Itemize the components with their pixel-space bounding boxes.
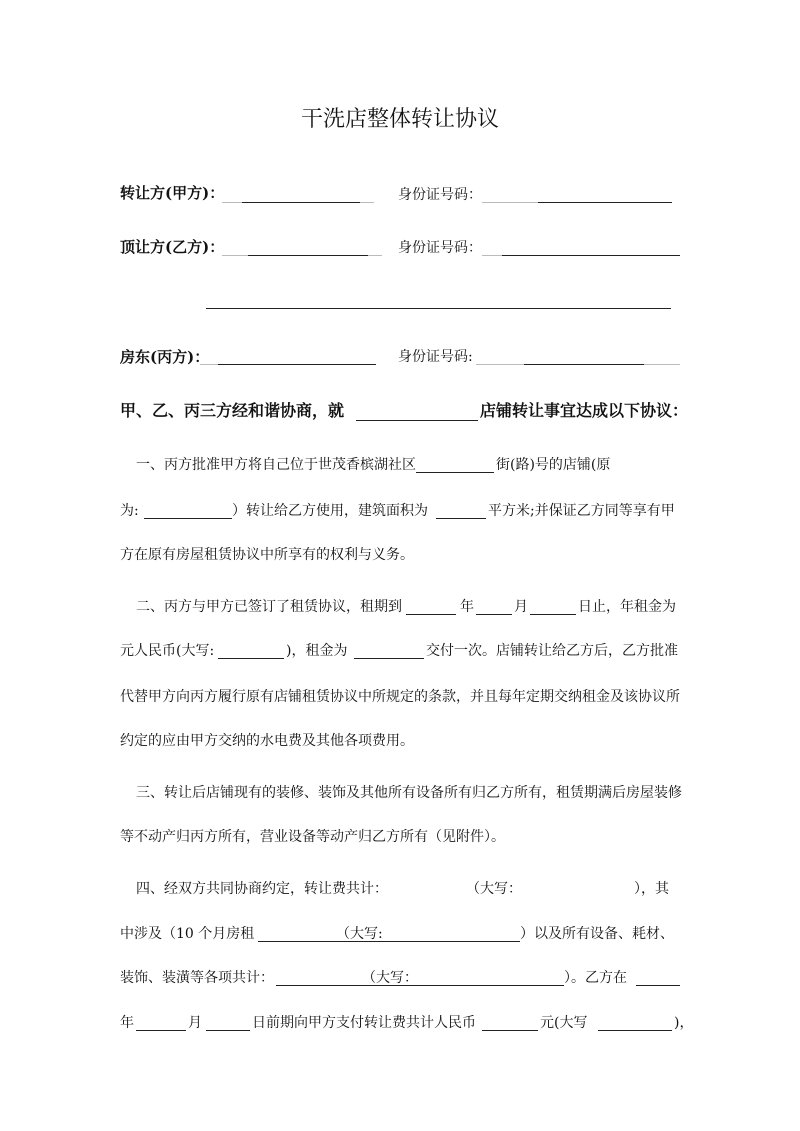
clause4-line4a: 年 [120, 1015, 134, 1031]
clause4-amount-blank[interactable] [482, 1030, 538, 1031]
preamble-part2: 店铺转让事宜达成以下协议： [480, 401, 689, 420]
clause4-line2b: （大写: [336, 926, 383, 942]
transferee-label: 顶让方(乙方)： [120, 238, 225, 256]
clause4-line1c: ），其 [634, 881, 669, 897]
transferor-name-underline [242, 202, 360, 203]
clause2-line2b: )，租金为 [286, 643, 348, 659]
clause4-line4b: 月 [188, 1015, 202, 1031]
clause2-line2a: 元人民币(大写: [120, 643, 215, 659]
clause4-line3b: （大写： [362, 970, 418, 986]
clause4-line2a: 中涉及（10 个月房租 [120, 926, 255, 942]
clause3-line1: 三、转让后店铺现有的装修、装饰及其他所有设备所有归乙方所有，租赁期满后房屋装修 [136, 785, 682, 801]
clause1-line1a: 一、丙方批准甲方将自己位于世茂香槟湖社区 [136, 457, 416, 473]
clause1-line2b: ）转让给乙方使用，建筑面积为 [232, 503, 428, 519]
clause2-payment-blank[interactable] [354, 658, 424, 659]
clause2-month-blank[interactable] [476, 614, 512, 615]
clause2-line1b: 年 [460, 599, 474, 615]
clause4-pay-month-blank[interactable] [136, 1030, 186, 1031]
landlord-id-label: 身份证号码: [398, 349, 473, 365]
clause4-line4e: )， [674, 1015, 694, 1031]
clause4-line4c: 日前期向甲方支付转让费共计人民币 [252, 1015, 476, 1031]
clause4-line4d: 元(大写 [540, 1015, 588, 1031]
clause1-street-blank[interactable] [416, 472, 494, 473]
clause1-line2a: 为: [120, 503, 139, 519]
transferee-id-underline [502, 255, 680, 256]
clause1-original-blank[interactable] [144, 518, 232, 519]
clause2-line1c: 月 [514, 599, 528, 615]
clause4-rent-blank[interactable] [258, 941, 520, 942]
transferee-extra-line[interactable] [206, 308, 671, 309]
clause4-pay-year-blank[interactable] [636, 985, 680, 986]
transferor-label: 转让方(甲方)： [120, 184, 225, 202]
clause4-line1a: 四、经双方共同协商约定，转让费共计： [136, 881, 388, 897]
clause4-amount-words-blank[interactable] [598, 1030, 672, 1031]
preamble-blank[interactable] [356, 420, 478, 421]
clause2-line3: 代替甲方向丙方履行原有店铺租赁协议中所规定的条款，并且每年定期交纳租金及该协议所 [120, 689, 680, 705]
clause4-equipment-blank[interactable] [276, 985, 564, 986]
clause4-line3c: ）。乙方在 [564, 970, 627, 986]
preamble-part1: 甲、乙、丙三方经和谐协商，就 [120, 401, 345, 420]
clause2-line2c: 交付一次。店铺转让给乙方后，乙方批准 [426, 643, 678, 659]
clause4-line1b: （大写： [466, 881, 522, 897]
clause2-line4: 约定的应由甲方交纳的水电费及其他各项费用。 [120, 733, 414, 749]
transferee-id-label: 身份证号码： [398, 240, 482, 256]
transferor-id-underline [538, 202, 672, 203]
clause2-rent-words-blank[interactable] [218, 658, 284, 659]
clause1-line1b: 街(路)号的店铺(原 [496, 457, 611, 473]
clause4-pay-day-blank[interactable] [206, 1030, 250, 1031]
document-title: 干洗店整体转让协议 [300, 107, 499, 132]
landlord-label: 房东(丙方)： [120, 348, 210, 366]
transferee-name-underline [248, 255, 368, 256]
transferor-id-label: 身份证号码： [398, 187, 482, 203]
landlord-name-underline [218, 364, 376, 365]
clause1-line2c: 平方米;并保证乙方同等享有甲 [488, 503, 675, 519]
clause1-line3: 方在原有房屋租赁协议中所享有的权利与义务。 [120, 547, 414, 563]
clause4-line2c: ）以及所有设备、耗材、 [520, 926, 674, 942]
clause2-line1d: 日止，年租金为 [578, 599, 676, 615]
landlord-id-underline [524, 364, 644, 365]
clause4-line3a: 装饰、装潢等各项共计： [120, 970, 274, 986]
clause1-area-blank[interactable] [436, 518, 486, 519]
clause2-day-blank[interactable] [530, 614, 576, 615]
clause3-line2: 等不动产归丙方所有，营业设备等动产归乙方所有（见附件）。 [120, 829, 505, 845]
clause2-year-blank[interactable] [406, 614, 456, 615]
clause2-line1a: 二、丙方与甲方已签订了租赁协议，租期到 [136, 599, 402, 615]
